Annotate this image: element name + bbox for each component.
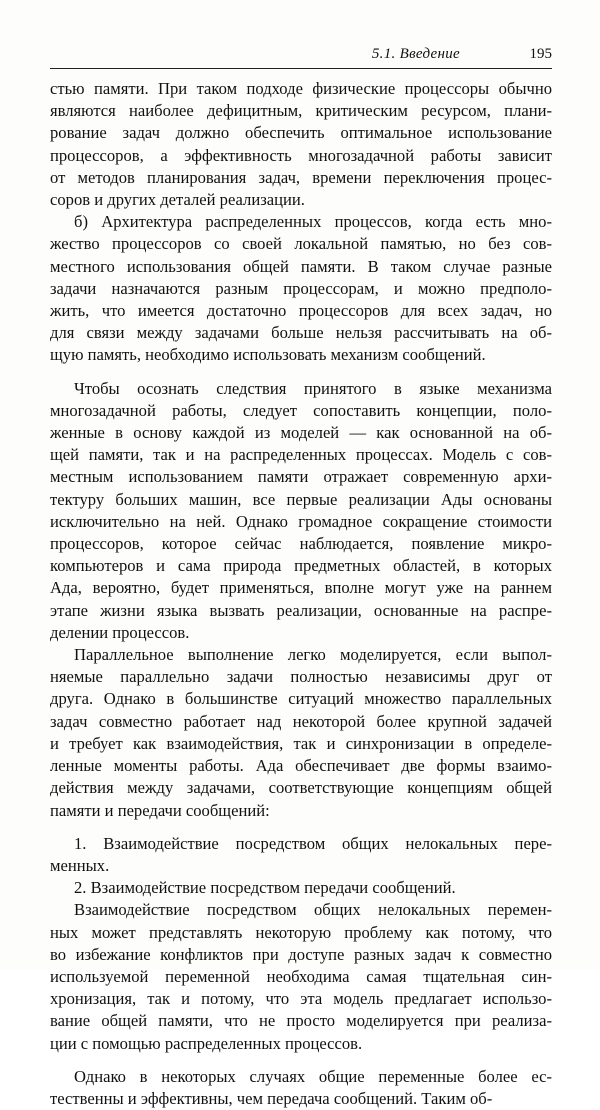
text-line: ленные моменты работы. Ада обеспечивает две формы взаимо-	[50, 756, 552, 776]
paragraph-however	[50, 1066, 552, 1110]
text-line: памяти и передачи сообщений:	[50, 800, 270, 820]
text-line: друга. Однако в большинстве ситуаций множество параллельных	[50, 689, 552, 709]
text-line: няемые параллельно задачи полностью независимы друг от	[50, 667, 552, 687]
paragraph-parallel	[50, 644, 552, 822]
text-line: Однако в некоторых случаях общие переменные более ес-	[74, 1066, 552, 1086]
paragraph-item-b	[50, 211, 552, 366]
text-line: многозадачной работы, следует сопоставить концепции, поло-	[50, 400, 552, 420]
text-line: являются наиболее дефицитным, критическим ресурсом, плани-	[50, 101, 552, 121]
text-line: Чтобы осознать следствия принятого в языке механизма	[74, 378, 552, 398]
text-line: жить, что имеется достаточно процессоров для всех задач, но	[50, 301, 552, 321]
text-line: для связи между задачами больше нельзя рассчитывать на об-	[50, 323, 552, 343]
text-line: делении процессов.	[50, 622, 190, 642]
text-line: и требует как взаимодействия, так и синхронизации в определе-	[50, 733, 552, 753]
text-line: компьютеров и сама природа предметных областей, в которых	[50, 556, 552, 576]
text-line: используемой переменной необходима самая тщательная син-	[50, 966, 552, 986]
text-line: Параллельное выполнение легко моделируется, если выпол-	[74, 645, 552, 665]
text-line: стью памяти. При таком подходе физические процессоры обычно	[50, 79, 552, 98]
page-number: 195	[529, 46, 552, 62]
text-line: этапе жизни языка вызвать реализации, основанные на распре-	[50, 600, 552, 620]
text-line: щую память, необходимо использовать механизм сообщений.	[50, 345, 486, 365]
text-line: рование задач должно обеспечить оптимальное использование	[50, 123, 552, 143]
text-line: вание общей памяти, что не просто моделируется при реализа-	[50, 1011, 552, 1031]
text-line: соров и других деталей реализации.	[50, 190, 305, 210]
text-line: б) Архитектура распределенных процессов, когда есть мно-	[74, 212, 552, 232]
text-line: Взаимодействие посредством общих нелокальных перемен-	[74, 900, 552, 920]
text-line: тектуру больших машин, все первые реализации Ады основаны	[50, 489, 552, 509]
text-line: 2. Взаимодействие посредством передачи сообщений.	[74, 878, 456, 898]
text-line: исключительно на ней. Однако громадное сокращение стоимости	[50, 511, 552, 531]
text-line: от методов планирования задач, времени переключения процес-	[50, 167, 552, 187]
text-line: процессоров, а эффективность многозадачной работы зависит	[50, 145, 552, 165]
text-line: тественны и эффективны, чем передача сообщений. Таким об-	[50, 1088, 493, 1108]
paragraph-consequences	[50, 378, 552, 644]
list-item-2	[50, 877, 552, 899]
list-item-1	[50, 833, 552, 877]
text-line: задач совместно работает над некоторой более крупной задачей	[50, 711, 552, 731]
text-line: женные в основу каждой из моделей — как основанной на об-	[50, 423, 552, 443]
paragraph-continued	[50, 78, 552, 211]
text-line: во избежание конфликтов при доступе разных задач к совместно	[50, 944, 552, 964]
body-text	[50, 78, 552, 1110]
text-line: действия между задачами, соответствующие концепциям общей	[50, 778, 552, 798]
running-header	[50, 46, 552, 69]
text-line: 1. Взаимодействие посредством общих нелокальных пере-	[74, 833, 552, 853]
text-line: менных.	[50, 855, 110, 875]
text-line: щей памяти, так и на распределенных процессах. Модель с сов-	[50, 445, 552, 465]
text-line: процессоров, которое сейчас наблюдается, появление микро-	[50, 534, 552, 554]
text-line: Ада, вероятно, будет применяться, вполне могут уже на раннем	[50, 578, 552, 598]
text-line: местного использования общей памяти. В таком случае разные	[50, 256, 552, 276]
section-title: 5.1. Введение	[371, 46, 460, 62]
text-line: ных может представлять некоторую проблему как потому, что	[50, 922, 552, 942]
text-line: задачи назначаются разным процессорам, и можно предполо-	[50, 278, 552, 298]
text-line: ции с помощью распределенных процессов.	[50, 1033, 363, 1053]
paragraph-shared-variables	[50, 899, 552, 1054]
text-line: местным использованием памяти отражает современную архи-	[50, 467, 552, 487]
text-line: жество процессоров со своей локальной памятью, но без сов-	[50, 234, 552, 254]
text-line: хронизация, так и потому, что эта модель предлагает использо-	[50, 989, 552, 1009]
